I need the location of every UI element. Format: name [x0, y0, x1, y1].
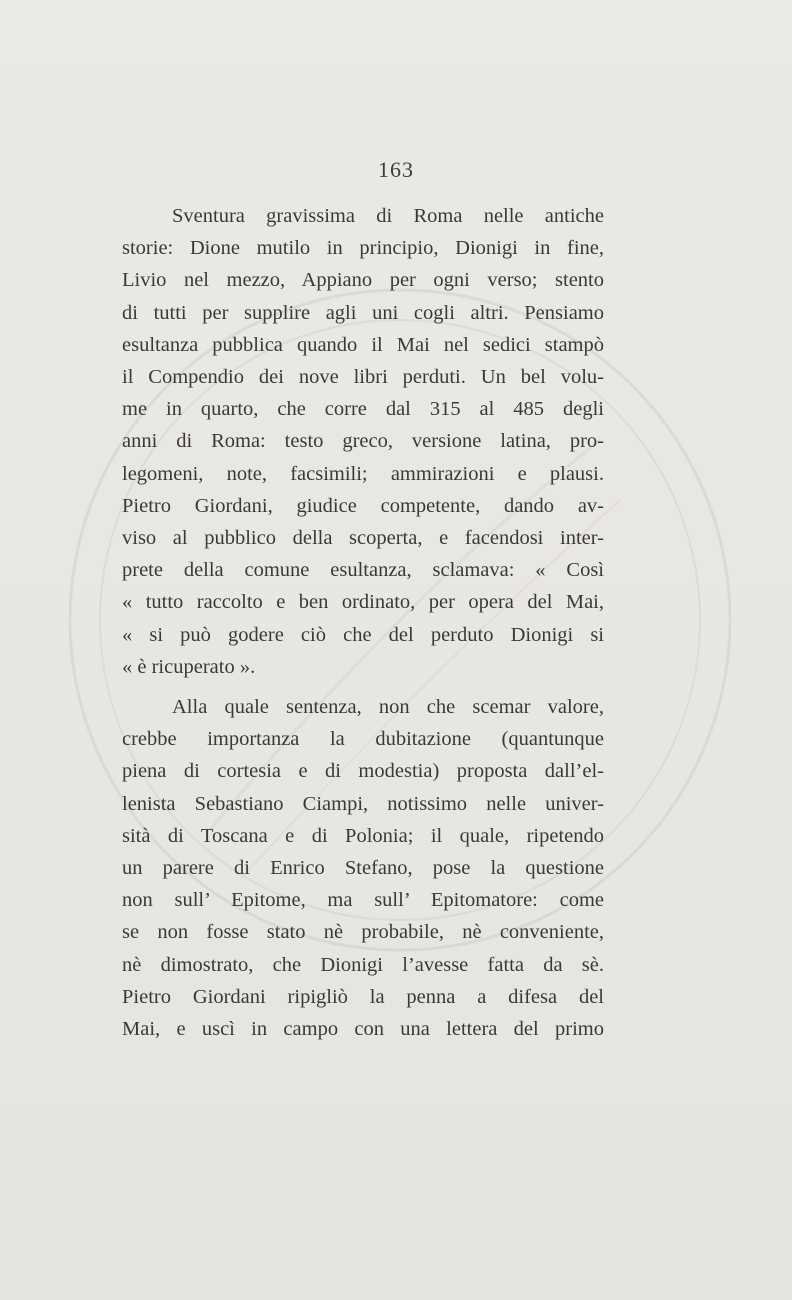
text-line: Alla quale sentenza, non che scemar valore, — [172, 696, 604, 719]
paragraph-2 — [122, 691, 604, 1045]
text-line: « tutto raccolto e ben ordinato, per opera del Mai, — [122, 591, 604, 614]
text-line: Pietro Giordani ripigliò la penna a difesa del — [122, 985, 604, 1008]
text-line: un parere di Enrico Stefano, pose la questione — [122, 857, 604, 880]
text-line: storie: Dione mutilo in principio, Dionigi in fine, — [122, 237, 604, 260]
text-line: Pietro Giordani, giudice competente, dando av- — [122, 494, 604, 517]
text-line: se non fosse stato nè probabile, nè conveniente, — [122, 921, 604, 944]
text-line: Sventura gravissima di Roma nelle antiche — [172, 205, 604, 227]
text-line: sità di Toscana e di Polonia; il quale, ripetendo — [122, 824, 604, 847]
text-line: « è ricuperato ». — [122, 655, 256, 678]
text-line: viso al pubblico della scoperta, e facendosi inter- — [122, 527, 604, 550]
text-line: esultanza pubblica quando il Mai nel sedici stampò — [122, 333, 604, 356]
text-line: Livio nel mezzo, Appiano per ogni verso; stento — [122, 269, 604, 292]
text-line: nè dimostrato, che Dionigi l’avesse fatta da sè. — [122, 953, 604, 976]
text-line: « si può godere ciò che del perduto Dionigi si — [122, 623, 604, 646]
text-line: piena di cortesia e di modestia) proposta dall’el- — [122, 760, 604, 783]
text-line: crebbe importanza la dubitazione (quantunque — [122, 728, 604, 751]
body-text — [122, 200, 604, 1045]
text-line: Mai, e uscì in campo con una lettera del primo — [122, 1018, 604, 1041]
text-line: non sull’ Epitome, ma sull’ Epitomatore: come — [122, 889, 604, 912]
text-line: il Compendio dei nove libri perduti. Un bel volu- — [122, 366, 604, 389]
paragraph-1 — [122, 200, 604, 683]
text-line: di tutti per supplire agli uni cogli altri. Pensiamo — [122, 301, 604, 324]
text-line: legomeni, note, facsimili; ammirazioni e plausi. — [122, 462, 604, 485]
text-line: lenista Sebastiano Ciampi, notissimo nelle univer- — [122, 792, 604, 815]
text-line: me in quarto, che corre dal 315 al 485 degli — [122, 398, 604, 421]
text-line: prete della comune esultanza, sclamava: « Così — [122, 559, 604, 582]
text-line: anni di Roma: testo greco, versione latina, pro- — [122, 430, 604, 453]
page-number: 163 — [378, 157, 414, 182]
